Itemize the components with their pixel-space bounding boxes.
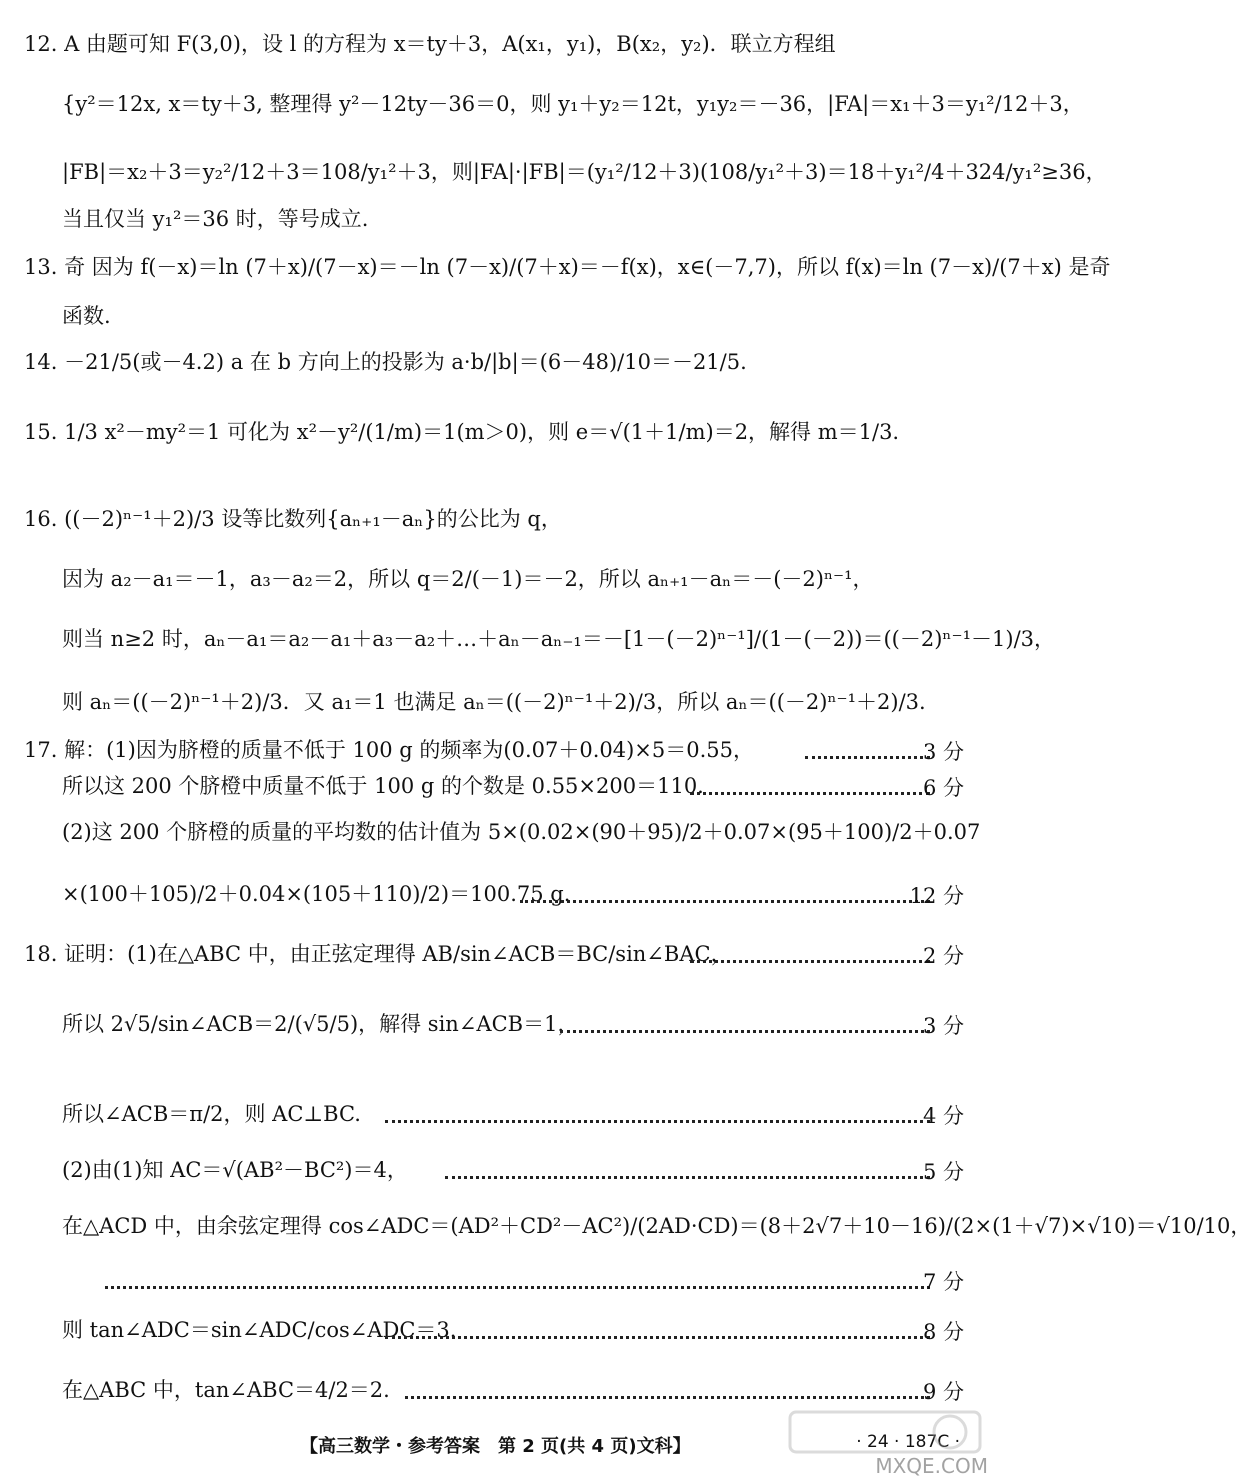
q13-number: 13. bbox=[24, 255, 58, 279]
q14-line bbox=[24, 348, 747, 376]
score-mark: 2 分 bbox=[922, 944, 964, 968]
q17-text: 解：(1)因为脐橙的质量不低于 100 g 的频率为(0.07＋0.04)×5＝0.55， bbox=[64, 738, 755, 762]
q12-line4: 当且仅当 y₁²＝36 时，等号成立. bbox=[62, 207, 369, 231]
dot-leader bbox=[445, 1176, 930, 1179]
dot-leader bbox=[405, 1396, 930, 1399]
q17-line4: ×(100＋105)/2＋0.04×(105＋110)/2)＝100.75 g. bbox=[62, 882, 571, 906]
q13-text: 奇 因为 f(－x)＝ln (7＋x)/(7－x)＝－ln (7－x)/(7＋x)＝－f(x)，x∈(－7,7)，所以 f(x)＝ln (7－x)/(7＋x) 是奇 bbox=[64, 255, 1111, 279]
score-mark: 3 分 bbox=[922, 740, 964, 764]
dot-leader bbox=[385, 1120, 930, 1123]
watermark-text: MXQE.COM bbox=[875, 1454, 988, 1478]
q14-text: －21/5(或－4.2) a 在 b 方向上的投影为 a·b/|b|＝(6－48)/10＝－21/5. bbox=[64, 350, 747, 374]
q16-number: 16. bbox=[24, 507, 58, 531]
q16-line3: 则当 n≥2 时，aₙ－a₁＝a₂－a₁＋a₃－a₂＋…＋aₙ－aₙ₋₁＝－[1－(－2)ⁿ⁻¹]/(1－(－2))＝((－2)ⁿ⁻¹－1)/3， bbox=[62, 627, 1056, 651]
q13-line1 bbox=[24, 253, 1110, 281]
q15-line bbox=[24, 418, 899, 446]
q15-text: 1/3 x²－my²＝1 可化为 x²－y²/(1/m)＝1(m＞0)，则 e＝√(1＋1/m)＝2，解得 m＝1/3. bbox=[64, 420, 900, 444]
q17-line1 bbox=[24, 736, 754, 764]
q18-line6: 则 tan∠ADC＝sin∠ADC/cos∠ADC＝3. bbox=[62, 1318, 457, 1342]
q16-line1 bbox=[24, 505, 562, 533]
q12-text: A 由题可知 F(3,0)，设 l 的方程为 x＝ty＋3，A(x₁，y₁)，B(x₂，y₂)．联立方程组 bbox=[64, 32, 836, 56]
q17-number: 17. bbox=[24, 738, 58, 762]
q16-text: ((－2)ⁿ⁻¹＋2)/3 设等比数列{aₙ₊₁－aₙ}的公比为 q， bbox=[64, 507, 562, 531]
dot-leader bbox=[560, 1030, 930, 1033]
q12-number: 12. bbox=[24, 32, 58, 56]
q18-line1 bbox=[24, 940, 732, 968]
footer-title: 【高三数学・参考答案 第 2 页(共 4 页)文科】 bbox=[300, 1436, 691, 1457]
q12-line1 bbox=[24, 30, 836, 58]
q18-line5: 在△ACD 中，由余弦定理得 cos∠ADC＝(AD²＋CD²－AC²)/(2AD·CD)＝(8＋2√7＋10－16)/(2×(1＋√7)×√10)＝√10/10， bbox=[62, 1214, 1251, 1238]
score-mark: 7 分 bbox=[922, 1270, 964, 1294]
q12-line3: |FB|＝x₂＋3＝y₂²/12＋3＝108/y₁²＋3，则|FA|·|FB|＝(y₁²/12＋3)(108/y₁²＋3)＝18＋y₁²/4＋324/y₁²≥36， bbox=[62, 160, 1107, 184]
q18-text: 证明：(1)在△ABC 中，由正弦定理得 AB/sin∠ACB＝BC/sin∠BAC， bbox=[64, 942, 732, 966]
q14-number: 14. bbox=[24, 350, 58, 374]
q18-line4: (2)由(1)知 AC＝√(AB²－BC²)＝4， bbox=[62, 1158, 408, 1182]
score-mark: 8 分 bbox=[922, 1320, 964, 1344]
dot-leader bbox=[385, 1336, 930, 1339]
dot-leader bbox=[690, 960, 930, 963]
score-mark: 4 分 bbox=[922, 1104, 964, 1128]
q12-line2: {y²＝12x, x＝ty＋3, 整理得 y²－12ty－36＝0，则 y₁＋y₂＝12t，y₁y₂＝－36，|FA|＝x₁＋3＝y₁²/12＋3， bbox=[62, 92, 1084, 116]
q17-line3: (2)这 200 个脐橙的质量的平均数的估计值为 5×(0.02×(90＋95)/2＋0.07×(95＋100)/2＋0.07 bbox=[62, 820, 981, 844]
score-mark: 12 分 bbox=[909, 884, 964, 908]
dot-leader bbox=[805, 756, 930, 759]
dot-leader bbox=[520, 900, 930, 903]
dot-leader bbox=[690, 792, 930, 795]
q17-line2: 所以这 200 个脐橙中质量不低于 100 g 的个数是 0.55×200＝110. bbox=[62, 774, 704, 798]
q18-line3: 所以∠ACB＝π/2，则 AC⊥BC. bbox=[62, 1102, 361, 1126]
q18-number: 18. bbox=[24, 942, 58, 966]
q15-number: 15. bbox=[24, 420, 58, 444]
q13-line2: 函数. bbox=[62, 304, 111, 328]
score-mark: 3 分 bbox=[922, 1014, 964, 1038]
score-mark: 9 分 bbox=[922, 1380, 964, 1404]
footer-code: · 24 · 187C · bbox=[856, 1432, 960, 1452]
q16-line4: 则 aₙ＝((－2)ⁿ⁻¹＋2)/3．又 a₁＝1 也满足 aₙ＝((－2)ⁿ⁻¹＋2)/3，所以 aₙ＝((－2)ⁿ⁻¹＋2)/3. bbox=[62, 690, 926, 714]
q18-line7: 在△ABC 中，tan∠ABC＝4/2＝2. bbox=[62, 1378, 390, 1402]
score-mark: 6 分 bbox=[922, 776, 964, 800]
score-mark: 5 分 bbox=[922, 1160, 964, 1184]
q16-line2: 因为 a₂－a₁＝－1，a₃－a₂＝2，所以 q＝2/(－1)＝－2，所以 aₙ₊₁－aₙ＝－(－2)ⁿ⁻¹， bbox=[62, 567, 874, 591]
dot-leader bbox=[105, 1286, 930, 1289]
q18-line2: 所以 2√5/sin∠ACB＝2/(√5/5)，解得 sin∠ACB＝1， bbox=[62, 1012, 579, 1036]
